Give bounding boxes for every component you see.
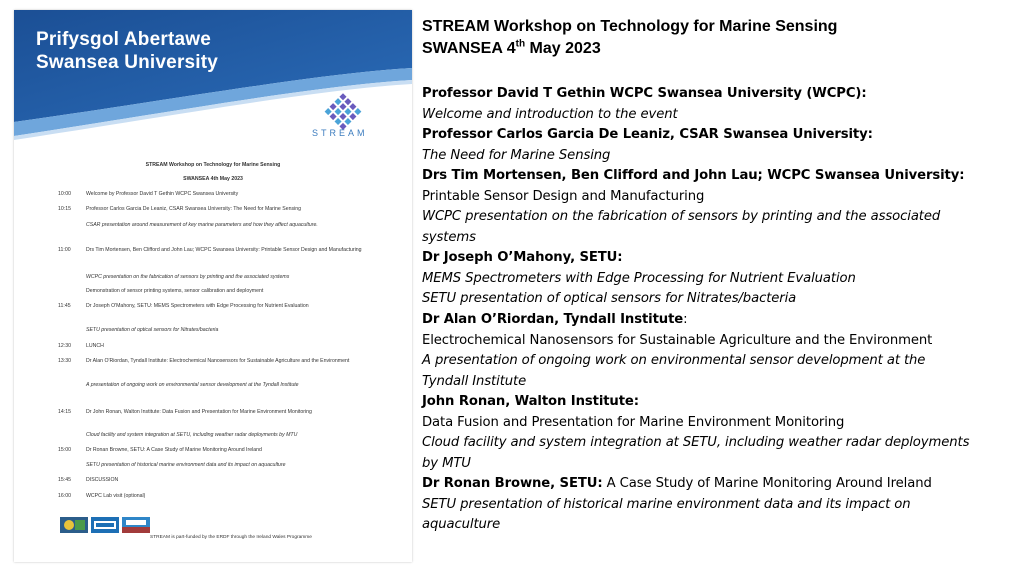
- agenda-note: SETU presentation of optical sensors for Nitrates/bacteria: [86, 327, 219, 333]
- speaker-colon: :: [683, 312, 688, 327]
- university-name-english: Swansea University: [36, 52, 219, 73]
- talk-description: Tyndall Institute: [422, 374, 527, 389]
- agenda-text: Dr Alan O'Riordan, Tyndall Institute: Electrochemical Nanosensors for Sustainable Agriculture and the Environment: [86, 358, 350, 364]
- talk-description: systems: [422, 230, 476, 245]
- agenda-time: 10:00: [58, 191, 71, 197]
- speaker-name: Drs Tim Mortensen, Ben Clifford and John Lau; WCPC Swansea University:: [422, 168, 965, 183]
- slide-date-prefix: SWANSEA 4: [422, 40, 516, 57]
- speaker-name: Professor Carlos Garcia De Leaniz, CSAR Swansea University:: [422, 127, 873, 142]
- agenda-text: Dr John Ronan, Walton Institute: Data Fusion and Presentation for Marine Environment Monitoring: [86, 409, 312, 415]
- agenda-text: Welcome by Professor David T Gethin WCPC Swansea University: [86, 191, 239, 197]
- talk-title: Data Fusion and Presentation for Marine Environment Monitoring: [422, 415, 845, 430]
- funding-statement: STREAM is part-funded by the ERDF through the Ireland Wales Programme: [150, 535, 312, 540]
- agenda-text: Professor Carlos Garcia De Leaniz, CSAR Swansea University: The Need for Marine Sensing: [86, 206, 301, 212]
- talk-description: MEMS Spectrometers with Edge Processing for Nutrient Evaluation: [422, 271, 856, 286]
- funder-logo-image: [122, 517, 150, 533]
- talk-description: The Need for Marine Sensing: [422, 148, 611, 163]
- agenda-note: SETU presentation of historical marine environment data and its impact on aquaculture: [86, 462, 286, 468]
- agenda-time: 14:15: [58, 409, 71, 415]
- talk-description: SETU presentation of optical sensors for Nitrates/bacteria: [422, 291, 797, 306]
- slide-date-suffix: May 2023: [525, 40, 601, 57]
- university-name-welsh: Prifysgol Abertawe: [36, 29, 211, 50]
- talk-description: SETU presentation of historical marine environment data and its impact on: [422, 497, 911, 512]
- agenda-text: WCPC Lab visit (optional): [86, 493, 146, 499]
- speaker-name: Dr Joseph O’Mahony, SETU:: [422, 250, 623, 265]
- agenda-time: 11:00: [58, 247, 71, 253]
- agenda-note: WCPC presentation on the fabrication of sensors by printing and the associated systems: [86, 274, 290, 280]
- slide-date: [422, 38, 601, 59]
- funder-logo-image: [91, 517, 119, 533]
- agenda-time: 16:00: [58, 493, 71, 499]
- slide-date-ordinal: th: [515, 38, 526, 50]
- talk-description: Welcome and introduction to the event: [422, 107, 678, 122]
- speaker-name: Dr Alan O’Riordan, Tyndall Institute: [422, 312, 684, 327]
- agenda-note: Cloud facility and system integration at SETU, including weather radar deployments by MTU: [86, 432, 298, 438]
- speaker-line: [422, 312, 687, 327]
- agenda-time: 11:45: [58, 303, 71, 309]
- agenda-time: 12:30: [58, 343, 71, 349]
- agenda-time: 13:30: [58, 358, 71, 364]
- speaker-line: [422, 476, 932, 491]
- talk-title: A Case Study of Marine Monitoring Around Ireland: [602, 476, 932, 491]
- agenda-note: CSAR presentation around measurement of key marine parameters and how they affect aquaculture.: [86, 222, 318, 228]
- agenda-time: 10:15: [58, 206, 71, 212]
- talk-title: Printable Sensor Design and Manufacturing: [422, 189, 705, 204]
- agenda-note: A presentation of ongoing work on environmental sensor development at the Tyndall Institute: [86, 382, 299, 388]
- agenda-time: 15:00: [58, 447, 71, 453]
- agenda-text: Dr Joseph O'Mahony, SETU: MEMS Spectrometers with Edge Processing for Nutrient Evaluation: [86, 303, 309, 309]
- speaker-name: John Ronan, Walton Institute:: [422, 394, 639, 409]
- university-name: [36, 28, 218, 74]
- agenda-text: LUNCH: [86, 343, 104, 349]
- talk-title: Electrochemical Nanosensors for Sustainable Agriculture and the Environment: [422, 333, 933, 348]
- agenda-time: 15:45: [58, 477, 71, 483]
- talk-description: by MTU: [422, 456, 471, 471]
- funder-logo-image: [60, 517, 88, 533]
- slide-title: STREAM Workshop on Technology for Marine Sensing: [422, 18, 838, 35]
- agenda-text: DISCUSSION: [86, 477, 119, 483]
- agenda-text: Drs Tim Mortensen, Ben Clifford and John Lau; WCPC Swansea University: Printable Sensor Design and Manufacturing: [86, 247, 362, 253]
- document-title: STREAM Workshop on Technology for Marine Sensing: [145, 162, 281, 168]
- agenda-document: [14, 10, 412, 562]
- speaker-name: Professor David T Gethin WCPC Swansea University (WCPC):: [422, 86, 867, 101]
- stream-logo-text: STREAM: [312, 128, 368, 138]
- talk-description: WCPC presentation on the fabrication of sensors by printing and the associated: [422, 209, 941, 224]
- talk-description: A presentation of ongoing work on environmental sensor development at the: [422, 353, 926, 368]
- agenda-text: Dr Ronan Browne, SETU: A Case Study of Marine Monitoring Around Ireland: [86, 447, 262, 453]
- funder-logos: [60, 517, 150, 533]
- agenda-note: Demonstration of sensor printing systems, sensor calibration and deployment: [86, 288, 264, 294]
- talk-description: aquaculture: [422, 517, 501, 532]
- speaker-name: Dr Ronan Browne, SETU:: [422, 476, 603, 491]
- document-date: SWANSEA 4th May 2023: [183, 176, 243, 182]
- talk-description: Cloud facility and system integration at SETU, including weather radar deployments: [422, 435, 970, 450]
